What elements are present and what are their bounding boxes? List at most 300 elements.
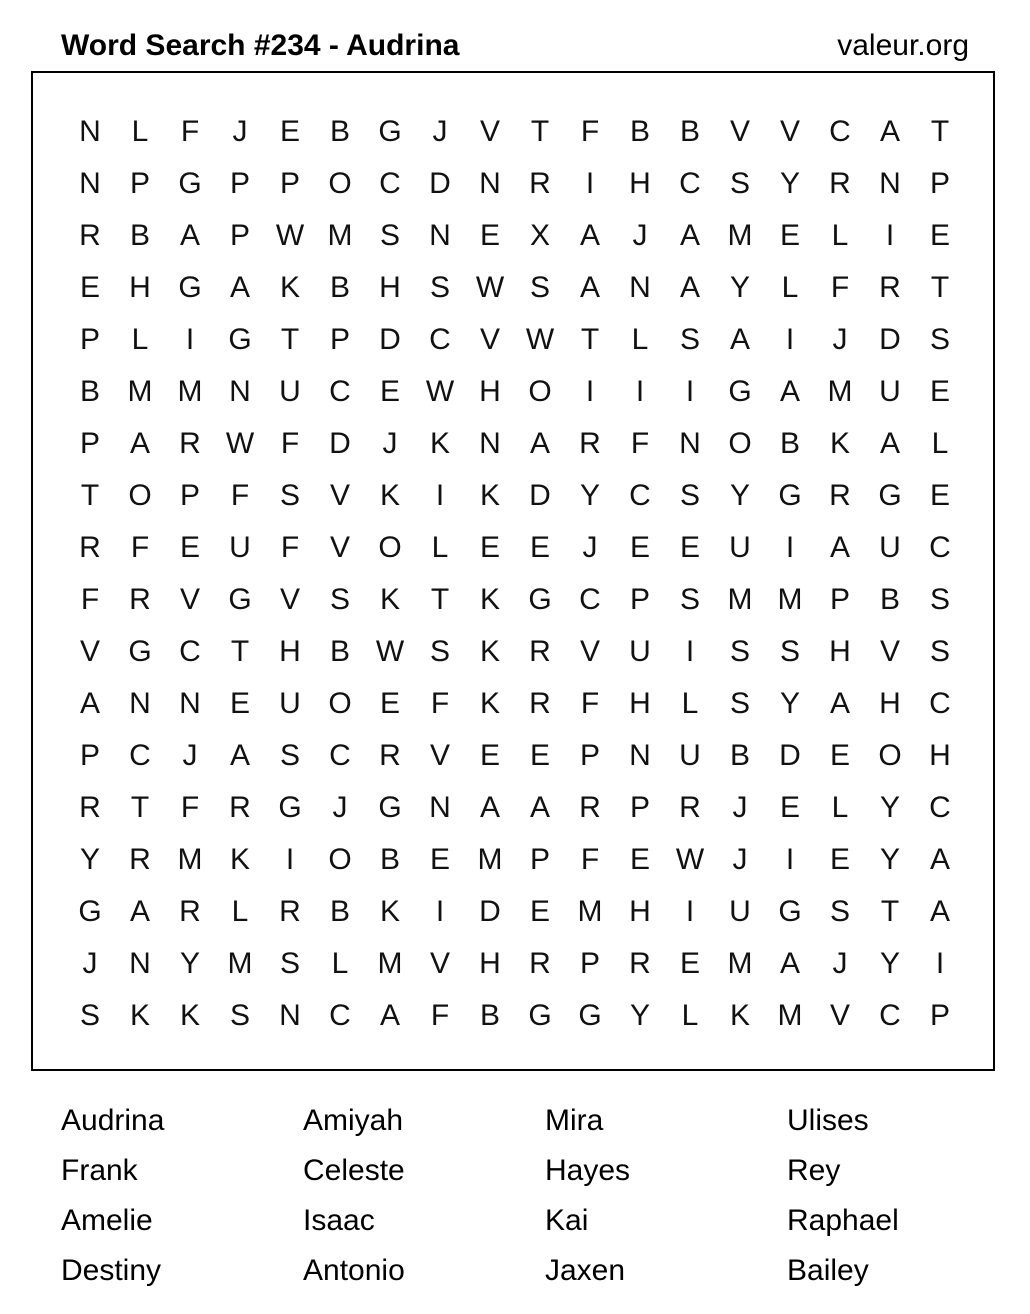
grid-letter[interactable]: N (679, 427, 701, 460)
grid-letter[interactable]: S (679, 479, 700, 512)
grid-letter[interactable]: U (879, 531, 901, 564)
grid-letter[interactable]: H (279, 635, 301, 668)
grid-letter[interactable]: R (629, 947, 651, 980)
grid-letter[interactable]: F (580, 843, 600, 876)
grid-letter[interactable]: O (378, 531, 402, 564)
grid-letter[interactable]: N (629, 271, 651, 304)
grid-letter[interactable]: K (429, 427, 450, 460)
grid-letter[interactable]: P (229, 167, 250, 200)
grid-letter[interactable]: R (129, 583, 151, 616)
grid-letter[interactable]: W (275, 219, 305, 252)
grid-letter[interactable]: J (582, 531, 598, 564)
grid-letter[interactable]: E (479, 531, 500, 564)
grid-letter[interactable]: H (929, 739, 951, 772)
grid-letter[interactable]: P (629, 791, 650, 824)
grid-letter[interactable]: V (429, 947, 450, 980)
grid-letter[interactable]: A (729, 323, 750, 356)
grid-letter[interactable]: A (929, 843, 950, 876)
grid-letter[interactable]: F (180, 115, 200, 148)
grid-letter[interactable]: L (781, 271, 799, 304)
grid-letter[interactable]: R (379, 739, 401, 772)
grid-letter[interactable]: I (635, 375, 645, 408)
grid-letter[interactable]: B (329, 115, 350, 148)
grid-letter[interactable]: K (829, 427, 850, 460)
grid-letter[interactable]: I (285, 843, 295, 876)
grid-letter[interactable]: E (479, 739, 500, 772)
grid-letter[interactable]: J (432, 115, 448, 148)
grid-letter[interactable]: K (229, 843, 250, 876)
grid-letter[interactable]: E (429, 843, 450, 876)
grid-letter[interactable]: Y (579, 479, 600, 512)
grid-letter[interactable]: V (179, 583, 200, 616)
grid-letter[interactable]: K (279, 271, 300, 304)
grid-letter[interactable]: R (579, 427, 601, 460)
grid-letter[interactable]: W (475, 271, 505, 304)
grid-letter[interactable]: R (129, 843, 151, 876)
grid-letter[interactable]: B (329, 271, 350, 304)
grid-letter[interactable]: B (329, 635, 350, 668)
grid-letter[interactable]: F (580, 115, 600, 148)
grid-letter[interactable]: J (832, 947, 848, 980)
grid-letter[interactable]: O (528, 375, 552, 408)
grid-letter[interactable]: K (479, 687, 500, 720)
grid-letter[interactable]: C (879, 999, 901, 1032)
grid-letter[interactable]: S (429, 271, 450, 304)
grid-letter[interactable]: G (228, 583, 252, 616)
grid-letter[interactable]: E (629, 531, 650, 564)
grid-letter[interactable]: G (778, 479, 802, 512)
grid-letter[interactable]: P (529, 843, 550, 876)
grid-letter[interactable]: N (479, 167, 501, 200)
grid-letter[interactable]: F (580, 687, 600, 720)
grid-letter[interactable]: V (579, 635, 600, 668)
grid-letter[interactable]: Y (779, 167, 800, 200)
grid-letter[interactable]: A (829, 687, 850, 720)
grid-letter[interactable]: K (129, 999, 150, 1032)
grid-letter[interactable]: N (429, 219, 451, 252)
grid-letter[interactable]: M (727, 583, 753, 616)
grid-letter[interactable]: D (779, 739, 801, 772)
grid-letter[interactable]: F (830, 271, 850, 304)
grid-letter[interactable]: L (631, 323, 649, 356)
grid-letter[interactable]: V (879, 635, 900, 668)
grid-letter[interactable]: E (179, 531, 200, 564)
grid-letter[interactable]: E (929, 219, 950, 252)
grid-letter[interactable]: P (79, 739, 100, 772)
grid-letter[interactable]: T (580, 323, 600, 356)
grid-letter[interactable]: K (479, 583, 500, 616)
grid-letter[interactable]: V (429, 739, 450, 772)
grid-letter[interactable]: S (379, 219, 400, 252)
grid-letter[interactable]: S (679, 583, 700, 616)
grid-letter[interactable]: F (430, 999, 450, 1032)
grid-letter[interactable]: J (182, 739, 198, 772)
grid-letter[interactable]: A (129, 427, 150, 460)
grid-letter[interactable]: I (185, 323, 195, 356)
grid-letter[interactable]: U (679, 739, 701, 772)
grid-letter[interactable]: P (929, 167, 950, 200)
grid-letter[interactable]: C (829, 115, 851, 148)
grid-letter[interactable]: L (431, 531, 449, 564)
grid-letter[interactable]: P (629, 583, 650, 616)
grid-letter[interactable]: A (779, 947, 800, 980)
grid-letter[interactable]: C (929, 531, 951, 564)
grid-letter[interactable]: M (827, 375, 853, 408)
grid-letter[interactable]: Y (79, 843, 100, 876)
grid-letter[interactable]: I (935, 947, 945, 980)
grid-letter[interactable]: G (178, 271, 202, 304)
grid-letter[interactable]: S (929, 323, 950, 356)
grid-letter[interactable]: N (279, 999, 301, 1032)
grid-letter[interactable]: V (779, 115, 800, 148)
grid-letter[interactable]: T (430, 583, 450, 616)
grid-letter[interactable]: Y (179, 947, 200, 980)
grid-letter[interactable]: A (679, 219, 700, 252)
grid-letter[interactable]: P (179, 479, 200, 512)
grid-letter[interactable]: O (328, 687, 352, 720)
grid-letter[interactable]: P (579, 947, 600, 980)
grid-letter[interactable]: R (879, 271, 901, 304)
grid-letter[interactable]: A (579, 219, 600, 252)
grid-letter[interactable]: U (729, 531, 751, 564)
grid-letter[interactable]: V (479, 323, 500, 356)
grid-letter[interactable]: X (529, 219, 550, 252)
grid-letter[interactable]: D (479, 895, 501, 928)
grid-letter[interactable]: S (779, 635, 800, 668)
grid-letter[interactable]: Y (729, 271, 750, 304)
grid-letter[interactable]: A (529, 427, 550, 460)
grid-letter[interactable]: D (429, 167, 451, 200)
grid-letter[interactable]: C (679, 167, 701, 200)
grid-letter[interactable]: D (529, 479, 551, 512)
grid-letter[interactable]: A (379, 999, 400, 1032)
grid-letter[interactable]: L (831, 791, 849, 824)
grid-letter[interactable]: O (878, 739, 902, 772)
grid-letter[interactable]: K (379, 583, 400, 616)
grid-letter[interactable]: H (629, 167, 651, 200)
grid-letter[interactable]: F (230, 479, 250, 512)
grid-letter[interactable]: N (629, 739, 651, 772)
grid-letter[interactable]: F (430, 687, 450, 720)
grid-letter[interactable]: H (379, 271, 401, 304)
grid-letter[interactable]: P (279, 167, 300, 200)
grid-letter[interactable]: R (529, 635, 551, 668)
grid-letter[interactable]: E (229, 687, 250, 720)
grid-letter[interactable]: G (728, 375, 752, 408)
grid-letter[interactable]: E (629, 843, 650, 876)
grid-letter[interactable]: S (279, 479, 300, 512)
grid-letter[interactable]: L (131, 323, 149, 356)
grid-letter[interactable]: U (279, 375, 301, 408)
grid-letter[interactable]: J (332, 791, 348, 824)
grid-letter[interactable]: E (379, 687, 400, 720)
grid-letter[interactable]: F (80, 583, 100, 616)
grid-letter[interactable]: R (829, 167, 851, 200)
grid-letter[interactable]: M (727, 947, 753, 980)
grid-letter[interactable]: W (375, 635, 405, 668)
grid-letter[interactable]: J (382, 427, 398, 460)
grid-letter[interactable]: A (179, 219, 200, 252)
grid-letter[interactable]: G (128, 635, 152, 668)
grid-letter[interactable]: E (279, 115, 300, 148)
grid-letter[interactable]: N (129, 687, 151, 720)
grid-letter[interactable]: L (231, 895, 249, 928)
grid-letter[interactable]: V (279, 583, 300, 616)
grid-letter[interactable]: H (629, 687, 651, 720)
grid-letter[interactable]: B (879, 583, 900, 616)
grid-letter[interactable]: T (80, 479, 100, 512)
grid-letter[interactable]: E (79, 271, 100, 304)
grid-letter[interactable]: P (129, 167, 150, 200)
grid-letter[interactable]: Y (879, 791, 900, 824)
grid-letter[interactable]: G (178, 167, 202, 200)
grid-letter[interactable]: U (629, 635, 651, 668)
grid-letter[interactable]: N (879, 167, 901, 200)
grid-letter[interactable]: Y (779, 687, 800, 720)
grid-letter[interactable]: K (479, 635, 500, 668)
grid-letter[interactable]: E (529, 739, 550, 772)
grid-letter[interactable]: I (435, 895, 445, 928)
grid-letter[interactable]: G (78, 895, 102, 928)
grid-letter[interactable]: N (229, 375, 251, 408)
grid-letter[interactable]: U (879, 375, 901, 408)
grid-letter[interactable]: H (829, 635, 851, 668)
grid-letter[interactable]: G (278, 791, 302, 824)
grid-letter[interactable]: G (228, 323, 252, 356)
grid-letter[interactable]: B (129, 219, 150, 252)
grid-letter[interactable]: S (429, 635, 450, 668)
grid-letter[interactable]: J (632, 219, 648, 252)
grid-letter[interactable]: N (79, 167, 101, 200)
grid-letter[interactable]: I (785, 843, 795, 876)
grid-letter[interactable]: O (128, 479, 152, 512)
grid-letter[interactable]: M (577, 895, 603, 928)
grid-letter[interactable]: C (929, 687, 951, 720)
grid-letter[interactable]: M (477, 843, 503, 876)
grid-letter[interactable]: Y (729, 479, 750, 512)
grid-letter[interactable]: T (530, 115, 550, 148)
grid-letter[interactable]: B (479, 999, 500, 1032)
grid-letter[interactable]: V (329, 531, 350, 564)
grid-letter[interactable]: T (930, 115, 950, 148)
grid-letter[interactable]: R (79, 531, 101, 564)
grid-letter[interactable]: J (232, 115, 248, 148)
grid-letter[interactable]: G (528, 583, 552, 616)
grid-letter[interactable]: C (629, 479, 651, 512)
grid-letter[interactable]: M (127, 375, 153, 408)
grid-letter[interactable]: A (929, 895, 950, 928)
grid-letter[interactable]: A (479, 791, 500, 824)
grid-letter[interactable]: I (785, 323, 795, 356)
grid-letter[interactable]: R (79, 791, 101, 824)
grid-letter[interactable]: A (879, 427, 900, 460)
grid-letter[interactable]: A (579, 271, 600, 304)
grid-letter[interactable]: P (929, 999, 950, 1032)
grid-letter[interactable]: M (777, 583, 803, 616)
grid-letter[interactable]: K (479, 479, 500, 512)
grid-letter[interactable]: A (679, 271, 700, 304)
grid-letter[interactable]: I (435, 479, 445, 512)
grid-letter[interactable]: C (179, 635, 201, 668)
grid-letter[interactable]: E (529, 531, 550, 564)
grid-letter[interactable]: N (129, 947, 151, 980)
grid-letter[interactable]: O (328, 167, 352, 200)
grid-letter[interactable]: A (829, 531, 850, 564)
grid-letter[interactable]: L (131, 115, 149, 148)
grid-letter[interactable]: B (79, 375, 100, 408)
grid-letter[interactable]: H (479, 947, 501, 980)
grid-letter[interactable]: H (129, 271, 151, 304)
grid-letter[interactable]: A (129, 895, 150, 928)
grid-letter[interactable]: L (931, 427, 949, 460)
grid-letter[interactable]: H (479, 375, 501, 408)
grid-letter[interactable]: P (229, 219, 250, 252)
grid-letter[interactable]: W (525, 323, 555, 356)
grid-letter[interactable]: E (929, 375, 950, 408)
grid-letter[interactable]: L (681, 687, 699, 720)
grid-letter[interactable]: S (679, 323, 700, 356)
grid-letter[interactable]: W (225, 427, 255, 460)
grid-letter[interactable]: E (679, 947, 700, 980)
grid-letter[interactable]: N (179, 687, 201, 720)
grid-letter[interactable]: R (679, 791, 701, 824)
grid-letter[interactable]: V (479, 115, 500, 148)
grid-letter[interactable]: S (829, 895, 850, 928)
grid-letter[interactable]: L (831, 219, 849, 252)
grid-letter[interactable]: W (425, 375, 455, 408)
grid-letter[interactable]: U (729, 895, 751, 928)
grid-letter[interactable]: C (329, 739, 351, 772)
grid-letter[interactable]: M (377, 947, 403, 980)
grid-letter[interactable]: G (528, 999, 552, 1032)
grid-letter[interactable]: I (585, 375, 595, 408)
grid-letter[interactable]: C (929, 791, 951, 824)
grid-letter[interactable]: E (379, 375, 400, 408)
grid-letter[interactable]: P (829, 583, 850, 616)
grid-letter[interactable]: R (79, 219, 101, 252)
grid-letter[interactable]: I (685, 895, 695, 928)
grid-letter[interactable]: L (681, 999, 699, 1032)
grid-letter[interactable]: S (279, 739, 300, 772)
grid-letter[interactable]: E (679, 531, 700, 564)
grid-letter[interactable]: A (229, 271, 250, 304)
grid-letter[interactable]: U (229, 531, 251, 564)
grid-letter[interactable]: F (280, 427, 300, 460)
grid-letter[interactable]: H (879, 687, 901, 720)
grid-letter[interactable]: A (229, 739, 250, 772)
grid-letter[interactable]: R (279, 895, 301, 928)
grid-letter[interactable]: Y (879, 947, 900, 980)
grid-letter[interactable]: T (930, 271, 950, 304)
grid-letter[interactable]: U (279, 687, 301, 720)
grid-letter[interactable]: N (479, 427, 501, 460)
grid-letter[interactable]: S (329, 583, 350, 616)
grid-letter[interactable]: F (280, 531, 300, 564)
grid-letter[interactable]: P (329, 323, 350, 356)
grid-letter[interactable]: C (129, 739, 151, 772)
grid-letter[interactable]: I (885, 219, 895, 252)
grid-letter[interactable]: G (578, 999, 602, 1032)
grid-letter[interactable]: V (329, 479, 350, 512)
grid-letter[interactable]: P (579, 739, 600, 772)
grid-letter[interactable]: V (829, 999, 850, 1032)
grid-letter[interactable]: L (331, 947, 349, 980)
grid-letter[interactable]: D (379, 323, 401, 356)
grid-letter[interactable]: H (629, 895, 651, 928)
grid-letter[interactable]: V (729, 115, 750, 148)
grid-letter[interactable]: B (379, 843, 400, 876)
grid-letter[interactable]: C (579, 583, 601, 616)
grid-letter[interactable]: R (229, 791, 251, 824)
grid-letter[interactable]: G (778, 895, 802, 928)
grid-letter[interactable]: K (379, 895, 400, 928)
grid-letter[interactable]: E (529, 895, 550, 928)
grid-letter[interactable]: K (379, 479, 400, 512)
grid-letter[interactable]: G (878, 479, 902, 512)
grid-letter[interactable]: F (130, 531, 150, 564)
grid-letter[interactable]: R (179, 427, 201, 460)
grid-letter[interactable]: A (79, 687, 100, 720)
grid-letter[interactable]: C (329, 375, 351, 408)
grid-letter[interactable]: R (179, 895, 201, 928)
grid-letter[interactable]: S (729, 687, 750, 720)
grid-letter[interactable]: M (227, 947, 253, 980)
grid-letter[interactable]: A (779, 375, 800, 408)
grid-letter[interactable]: S (229, 999, 250, 1032)
grid-letter[interactable]: E (479, 219, 500, 252)
grid-letter[interactable]: G (378, 791, 402, 824)
grid-letter[interactable]: J (732, 791, 748, 824)
grid-letter[interactable]: S (929, 583, 950, 616)
grid-letter[interactable]: E (779, 791, 800, 824)
grid-letter[interactable]: A (879, 115, 900, 148)
grid-letter[interactable]: S (729, 167, 750, 200)
grid-letter[interactable]: G (378, 115, 402, 148)
grid-letter[interactable]: N (79, 115, 101, 148)
grid-letter[interactable]: A (529, 791, 550, 824)
grid-letter[interactable]: B (729, 739, 750, 772)
grid-letter[interactable]: O (328, 843, 352, 876)
grid-letter[interactable]: V (79, 635, 100, 668)
grid-letter[interactable]: T (230, 635, 250, 668)
grid-letter[interactable]: E (829, 843, 850, 876)
grid-letter[interactable]: R (579, 791, 601, 824)
grid-letter[interactable]: P (79, 427, 100, 460)
grid-letter[interactable]: T (880, 895, 900, 928)
grid-letter[interactable]: M (177, 375, 203, 408)
grid-letter[interactable]: F (630, 427, 650, 460)
grid-letter[interactable]: P (79, 323, 100, 356)
grid-letter[interactable]: M (327, 219, 353, 252)
grid-letter[interactable]: D (329, 427, 351, 460)
grid-letter[interactable]: N (429, 791, 451, 824)
grid-letter[interactable]: I (785, 531, 795, 564)
grid-letter[interactable]: K (729, 999, 750, 1032)
grid-letter[interactable]: M (777, 999, 803, 1032)
grid-letter[interactable]: B (329, 895, 350, 928)
grid-letter[interactable]: T (130, 791, 150, 824)
grid-letter[interactable]: R (529, 947, 551, 980)
grid-letter[interactable]: E (779, 219, 800, 252)
grid-letter[interactable]: S (929, 635, 950, 668)
grid-letter[interactable]: C (379, 167, 401, 200)
grid-letter[interactable]: W (675, 843, 705, 876)
grid-letter[interactable]: D (879, 323, 901, 356)
grid-letter[interactable]: R (529, 167, 551, 200)
grid-letter[interactable]: E (929, 479, 950, 512)
grid-letter[interactable]: Y (879, 843, 900, 876)
grid-letter[interactable]: B (679, 115, 700, 148)
